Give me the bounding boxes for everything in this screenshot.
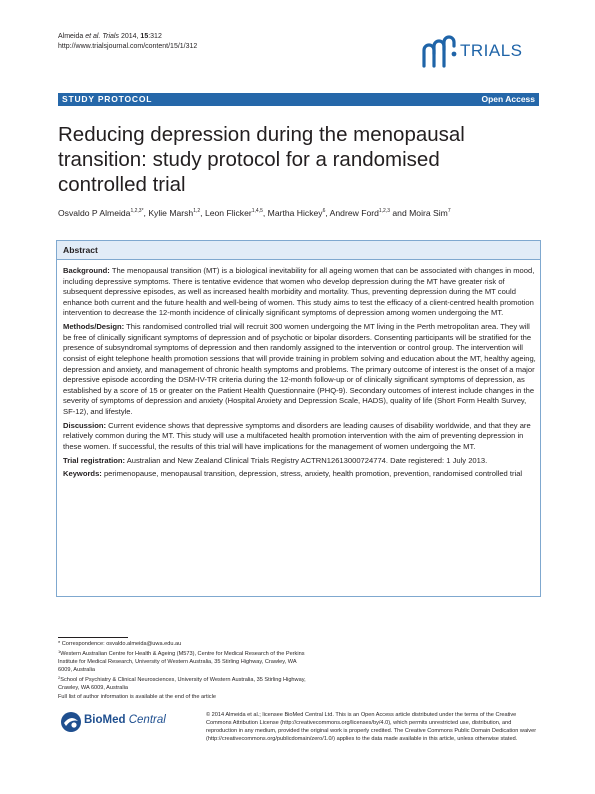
correspondence-note: * Correspondence: osvaldo.almeida@uwa.edu.au — [58, 641, 182, 647]
footnotes — [58, 640, 308, 701]
citation-volume: 15 — [140, 33, 149, 40]
citation-line — [58, 32, 197, 42]
citation — [58, 32, 197, 51]
abstract-keywords — [63, 469, 536, 480]
trials-logo-icon — [420, 34, 460, 70]
author-affiliation: 6 — [322, 208, 326, 214]
author-separator: , — [200, 208, 205, 218]
affiliation-1-number: 1 — [58, 649, 61, 655]
author-name: Moira Sim — [409, 208, 448, 218]
background-label: Background: — [63, 266, 110, 275]
biomed-central-icon — [60, 711, 82, 733]
affiliation-2-number: 2 — [58, 675, 61, 681]
footnote-divider — [58, 637, 128, 638]
author-separator: , — [143, 208, 149, 218]
abstract-methods — [63, 322, 536, 417]
abstract-heading: Abstract — [63, 245, 98, 255]
abstract-background — [63, 266, 536, 319]
author-affiliation: 1,4,5 — [251, 208, 263, 214]
trials-logo — [420, 34, 540, 70]
author-name: Martha Hickey — [267, 208, 323, 218]
methods-text: This randomised controlled trial will recruit 300 women undergoing the MT living in the Perth metropolitan area. They will be free of clinically significant symptoms of depression and of psychotic or bipolar disorders. Consenting participants will be stratified for the presence of subsyndromal symptoms of depression and then randomly assigned to the intervention or control group. The intervention will consist of eight telephone health promotion sessions that will provide training in problem solving and education about the MT, healthy ageing, depression and anxiety, and management of chronic health symptoms and problems. The primary outcome of interest is the onset of a major depressive episode according the DSM-IV-TR criteria during the 12-month follow-up or of clinically significant symptoms of depression, as established by a score of 15 or greater on the Patient Health Questionnaire (PHQ-9). Secondary outcomes of interest include changes in the severity of symptoms of depression and anxiety (Hospital Anxiety and Depression Scale, HADS), quality of life (Short Form Health Survey, SF-12), and lifestyle. — [63, 322, 536, 416]
article-title: Reducing depression during the menopausal transition: study protocol for a randomised controlled trial — [58, 123, 465, 196]
registration-text: Australian and New Zealand Clinical Trials Registry ACTRN12613000724774. Date registered: 1 July 2013. — [125, 455, 488, 465]
author-name: Kylie Marsh — [148, 208, 194, 218]
article-type-label: STUDY PROTOCOL — [62, 94, 153, 104]
trials-logo-text: TRIALS — [460, 41, 523, 60]
central-wordmark: Central — [125, 714, 166, 726]
affiliation-1 — [58, 648, 308, 674]
abstract-box — [56, 240, 541, 597]
author-name: Andrew Ford — [329, 208, 379, 218]
citation-url[interactable]: http://www.trialsjournal.com/content/15/1/312 — [58, 42, 198, 50]
article-type-banner — [58, 93, 539, 106]
biomed-wordmark: BioMed — [84, 714, 126, 726]
author-affiliation: 1,2,3 — [378, 208, 390, 214]
citation-article: :312 — [148, 33, 162, 40]
citation-etal: et al. — [85, 33, 101, 40]
background-text: The menopausal transition (MT) is a biological inevitability for all ageing women that can be associated with changes in mood, including depressive symptoms. There is tentative evidence that women who develop depression during the MT have greater risk of subsequent depressive episodes, as well as increased health morbidity and mortality. Thus, preventing depression during the MT could enhance both current and the future health and well-being of women. This study aims to test the efficacy of a client-centred health promotion intervention to decrease the 12-month incidence of clinically significant symptoms of depression among women undergoing the MT. — [63, 266, 535, 318]
keywords-label: Keywords: — [63, 469, 102, 479]
registration-label: Trial registration: — [63, 455, 126, 465]
abstract-registration — [63, 456, 536, 467]
biomed-central-wordmark — [84, 714, 166, 726]
open-access-label: Open Access — [481, 94, 535, 104]
author-separator: and — [390, 208, 410, 218]
keywords-text: perimenopause, menopausal transition, depression, stress, anxiety, health promotion, prevention, randomised controlled trial — [101, 469, 523, 479]
citation-year: 2014, — [120, 33, 139, 40]
author-name: Leon Flicker — [204, 208, 252, 218]
affiliation-1-text: Western Australian Centre for Health & Ageing (M573), Centre for Medical Research of the Perkins Institute for Medical Research, University of Western Australia, 35 Stirling Highway, Crawley, WA 6009, Australia — [58, 651, 305, 674]
citation-authors: Almeida — [58, 33, 84, 40]
discussion-text: Current evidence shows that depressive symptoms and disorders are leading causes of disability worldwide, and that they are relatively common during the MT. This study will use a multifaceted health promotion intervention with the aim of preventing depression in these women. If successful, the results of this trial will have implications for the management of women undergoing the MT. — [63, 420, 531, 451]
discussion-label: Discussion: — [63, 420, 107, 430]
author-separator: , — [325, 208, 330, 218]
abstract-body — [63, 266, 536, 483]
author-affiliation: 7 — [447, 208, 451, 214]
author-list — [58, 206, 539, 219]
affiliation-2-text: School of Psychiatry & Clinical Neurosciences, University of Western Australia, 35 Stirling Highway, Crawley, WA 6009, Australia — [58, 677, 306, 692]
methods-label: Methods/Design: — [63, 322, 125, 332]
abstract-discussion — [63, 421, 536, 453]
author-name: Osvaldo P Almeida — [58, 208, 131, 218]
biomed-central-logo — [60, 711, 180, 733]
affiliation-2 — [58, 674, 308, 692]
author-affiliation: 1,2,3* — [130, 208, 144, 214]
author-separator: , — [262, 208, 268, 218]
author-affiliation: 1,2 — [193, 208, 201, 214]
citation-journal: Trials — [102, 33, 119, 40]
license-text: © 2014 Almeida et al.; licensee BioMed Central Ltd. This is an Open Access article distributed under the terms of the Creative Commons Attribution License (http://creativecommons.org/licenses/by/4.0), which permits unrestricted use, distribution, and reproduction in any medium, provided the original work is properly credited. The Creative Commons Public Domain Dedication waiver (http://creativecommons.org/publicdomain/zero/1.0/) applies to the data made available in this article, unless otherwise stated. — [206, 712, 537, 742]
author-info-note: Full list of author information is available at the end of the article — [58, 693, 216, 700]
abstract-header — [57, 241, 540, 260]
